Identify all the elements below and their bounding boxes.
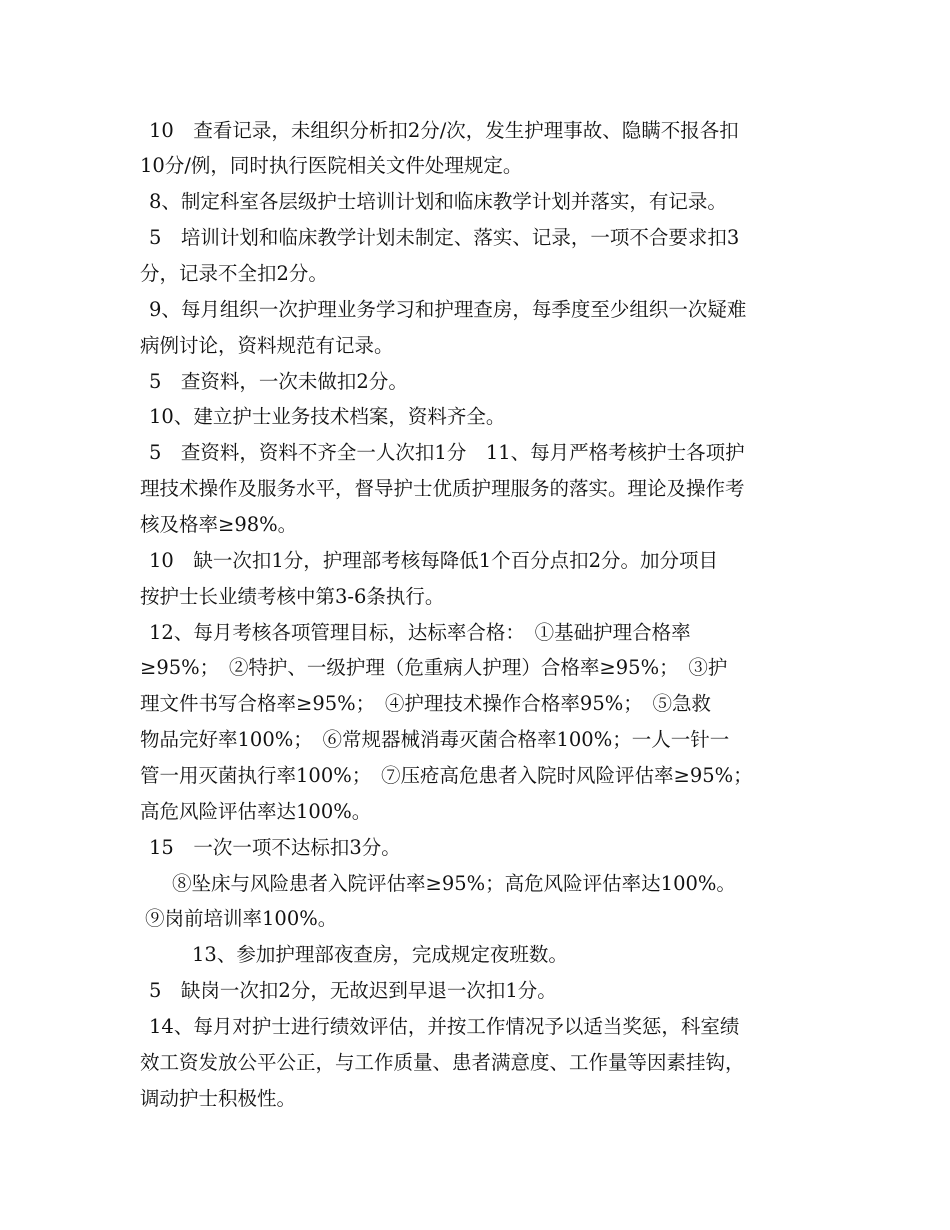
text-line: 管一用灭菌执行率100%； ⑦压疮高危患者入院时风险评估率≥95%；	[140, 764, 753, 787]
text-line: 5 查资料，资料不齐全一人次扣1分 11、每月严格考核护士各项护	[149, 441, 745, 464]
text-line: 5 查资料，一次未做扣2分。	[149, 370, 408, 393]
text-line: 10 缺一次扣1分，护理部考核每降低1个百分点扣2分。加分项目	[149, 549, 719, 572]
text-line: 病例讨论，资料规范有记录。	[140, 334, 394, 357]
text-line: 10 查看记录，未组织分析扣2分/次，发生护理事故、隐瞒不报各扣	[149, 119, 739, 142]
text-line: 5 缺岗一次扣2分，无故迟到早退一次扣1分。	[149, 979, 557, 1002]
text-line: ⑨岗前培训率100%。	[145, 907, 338, 930]
text-line: 10分/例，同时执行医院相关文件处理规定。	[140, 154, 523, 177]
text-line: 高危风险评估率达100%。	[140, 800, 372, 823]
text-line: ≥95%； ②特护、一级护理（危重病人护理）合格率≥95%； ③护	[140, 656, 728, 679]
text-line: 调动护士积极性。	[140, 1087, 297, 1110]
text-line: 13、参加护理部夜查房，完成规定夜班数。	[192, 943, 568, 966]
text-line: 12、每月考核各项管理目标，达标率合格： ①基础护理合格率	[149, 621, 691, 644]
text-line: 15 一次一项不达标扣3分。	[149, 836, 401, 859]
text-line: 核及格率≥98%。	[140, 513, 298, 536]
text-line: 效工资发放公平公正，与工作质量、患者满意度、工作量等因素挂钩，	[140, 1051, 745, 1074]
text-line: 9、每月组织一次护理业务学习和护理查房，每季度至少组织一次疑难	[149, 298, 747, 321]
text-line: 理文件书写合格率≥95%； ④护理技术操作合格率95%； ⑤急救	[140, 692, 712, 715]
text-line: 按护士长业绩考核中第3-6条执行。	[140, 585, 445, 608]
text-line: 14、每月对护士进行绩效评估，并按工作情况予以适当奖惩，科室绩	[149, 1015, 740, 1038]
text-line: 10、建立护士业务技术档案，资料齐全。	[149, 405, 506, 428]
text-line: 分，记录不全扣2分。	[140, 262, 328, 285]
text-line: 5 培训计划和临床教学计划未制定、落实、记录，一项不合要求扣3	[149, 226, 740, 249]
text-line: 8、制定科室各层级护士培训计划和临床教学计划并落实，有记录。	[149, 190, 727, 213]
text-line: 物品完好率100%； ⑥常规器械消毒灭菌合格率100%；一人一针一	[140, 728, 730, 751]
text-line: 理技术操作及服务水平，督导护士优质护理服务的落实。理论及操作考	[140, 477, 745, 500]
text-line: ⑧坠床与风险患者入院评估率≥95%；高危风险评估率达100%。	[172, 872, 736, 895]
